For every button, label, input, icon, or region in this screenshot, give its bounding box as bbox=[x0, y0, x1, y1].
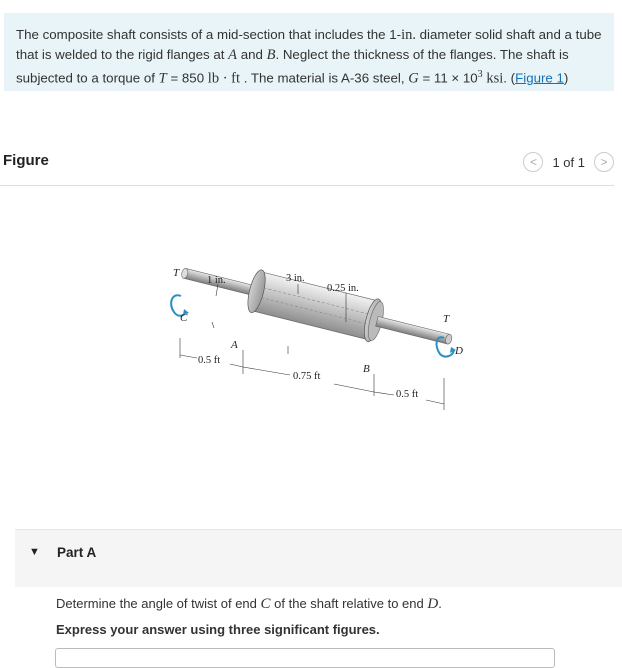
text: subjected to a torque of bbox=[16, 70, 159, 86]
shaft-figure bbox=[150, 262, 470, 414]
dim-line bbox=[426, 400, 444, 404]
problem-statement bbox=[4, 13, 614, 91]
figure-counter: 1 of 1 bbox=[552, 154, 585, 170]
question-text bbox=[56, 596, 442, 613]
label-3in: 3 in. bbox=[286, 273, 305, 284]
label-T-right: T bbox=[443, 313, 450, 325]
text: The composite shaft consists of a mid-section that includes the 1- bbox=[16, 27, 402, 42]
unit-lbft: lb · ft bbox=[207, 70, 241, 87]
text: . bbox=[438, 596, 442, 611]
chevron-right-icon: > bbox=[600, 155, 608, 169]
shaft-right bbox=[376, 316, 450, 344]
var-D: D bbox=[427, 596, 439, 612]
figure-title: Figure bbox=[3, 152, 49, 169]
var-T: T bbox=[158, 70, 167, 87]
leader-C bbox=[212, 322, 214, 328]
label-T-left: T bbox=[173, 267, 180, 279]
figure-header bbox=[0, 152, 614, 186]
part-a-header[interactable] bbox=[15, 529, 622, 587]
label-1in: 1 in. bbox=[207, 275, 226, 286]
prev-figure-button[interactable] bbox=[523, 152, 543, 172]
text: that is welded to the rigid flanges at bbox=[16, 47, 229, 62]
dim-line bbox=[243, 367, 290, 375]
figure-pager bbox=[523, 152, 614, 172]
unit-ksi: ksi bbox=[486, 70, 504, 87]
var-C: C bbox=[260, 596, 271, 612]
text: = 11 × 10 bbox=[418, 70, 478, 86]
text: = 850 bbox=[166, 70, 208, 86]
text: . The material is A-36 steel, bbox=[240, 70, 409, 86]
label-dim-left: 0.5 ft bbox=[198, 355, 221, 366]
text: . Neglect the thickness of the flanges. The shaft is bbox=[275, 47, 569, 62]
label-D: D bbox=[455, 345, 463, 357]
label-B: B bbox=[363, 363, 370, 375]
label-025in: 0.25 in. bbox=[327, 283, 359, 294]
unit-inch: in. bbox=[401, 27, 416, 43]
instruction-text: Express your answer using three significant figures. bbox=[56, 622, 380, 637]
tube bbox=[252, 272, 378, 340]
exponent: 3 bbox=[477, 69, 483, 80]
caret-down-icon[interactable]: ▼ bbox=[29, 546, 40, 558]
var-A: A bbox=[228, 47, 237, 63]
label-A: A bbox=[231, 339, 238, 351]
dim-line bbox=[230, 364, 243, 367]
text: . ( bbox=[503, 70, 516, 86]
next-figure-button[interactable] bbox=[594, 152, 614, 172]
text: ) bbox=[563, 70, 569, 86]
text: Determine the angle of twist of end bbox=[56, 596, 261, 611]
figure-link[interactable]: Figure 1 bbox=[515, 70, 564, 86]
dim-line bbox=[334, 384, 374, 392]
chevron-left-icon: < bbox=[529, 155, 537, 169]
var-B: B bbox=[266, 47, 276, 63]
label-dim-right: 0.5 ft bbox=[396, 389, 419, 400]
part-a-label: Part A bbox=[57, 545, 97, 560]
label-C: C bbox=[180, 312, 188, 324]
answer-input[interactable] bbox=[55, 648, 555, 668]
label-dim-mid: 0.75 ft bbox=[293, 371, 321, 382]
var-G: G bbox=[408, 70, 419, 87]
text: of the shaft relative to end bbox=[270, 596, 428, 611]
dim-line bbox=[374, 392, 394, 395]
dim-line bbox=[180, 355, 197, 358]
text: diameter solid shaft and a tube bbox=[415, 27, 602, 42]
text: and bbox=[237, 47, 267, 62]
